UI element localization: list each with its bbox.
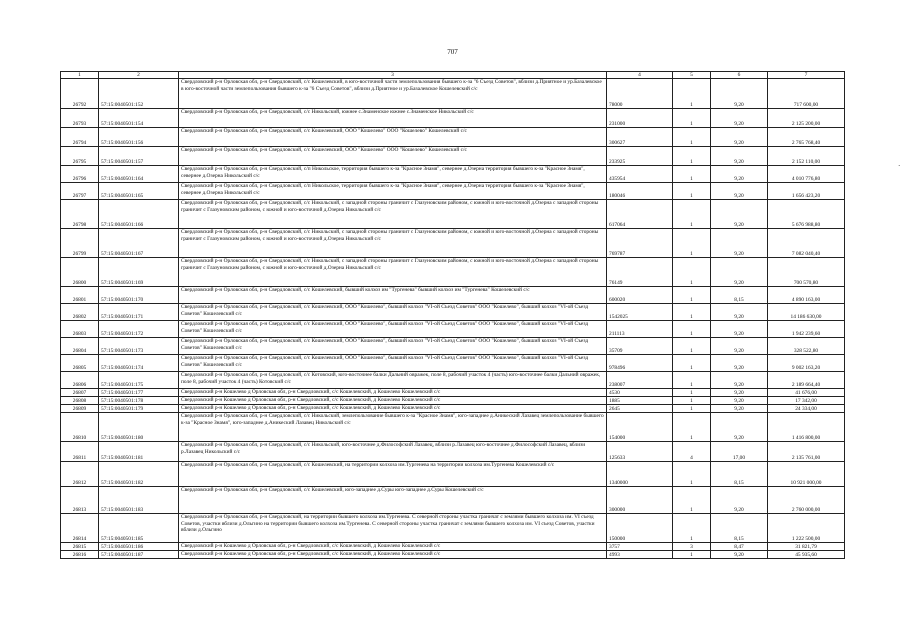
location-description: Свердловский р-н Кошелево д Орловская обл, р-н Свердловский, с/с Кошелевский, д Кошелево Кошелевский с/с bbox=[179, 389, 607, 397]
area-value: 3757 bbox=[607, 543, 673, 551]
area-value: 231000 bbox=[607, 109, 673, 128]
cost-value: 1 416 800,00 bbox=[768, 413, 845, 442]
area-value: 978496 bbox=[607, 355, 673, 372]
table-row bbox=[61, 389, 845, 397]
row-number: 26810 bbox=[61, 413, 99, 442]
area-value: 300627 bbox=[607, 128, 673, 147]
margin-mark: · bbox=[898, 162, 901, 170]
count-value: 1 bbox=[673, 128, 711, 147]
count-value: 1 bbox=[673, 372, 711, 389]
cadastral-number: 57:15:0040501:178 bbox=[99, 397, 179, 405]
cost-value: 2 135 761,00 bbox=[768, 442, 845, 462]
rate-value: 9,20 bbox=[711, 397, 768, 405]
count-value: 1 bbox=[673, 166, 711, 183]
cadastral-number: 57:15:0040501:186 bbox=[99, 543, 179, 551]
row-number: 26794 bbox=[61, 128, 99, 147]
cost-value: 5 676 988,80 bbox=[768, 200, 845, 229]
rate-value: 9,20 bbox=[711, 413, 768, 442]
table-row bbox=[61, 551, 845, 559]
row-number: 26814 bbox=[61, 514, 99, 543]
location-description: Свердловский р-н Орловская обл, р-н Свердловский, с/с Кошелевский, ООО "Кошелево", бывший колхоз "VI-ой Съезд Советов" ООО "Кошелево", бывший колхоз "VI-ой Съезд Советов" Кошелевский с/с bbox=[179, 338, 607, 355]
count-value: 1 bbox=[673, 405, 711, 413]
count-value: 1 bbox=[673, 229, 711, 258]
rate-value: 9,20 bbox=[711, 321, 768, 338]
location-description: Свердловский р-н Орловская обл, р-н Свердловский, с/с Кошелевский, ООО "Кошелево" ООО "Кошелево" Кошелевский с/с bbox=[179, 128, 607, 147]
table-row bbox=[61, 147, 845, 166]
location-description: Свердловский р-н Кошелево д Орловская обл, р-н Свердловский, с/с Кошелевский, д Кошелево Кошелевский с/с bbox=[179, 543, 607, 551]
rate-value: 8,15 bbox=[711, 462, 768, 487]
rate-value: 9,20 bbox=[711, 389, 768, 397]
column-header: 5 bbox=[673, 72, 711, 79]
rate-value: 9,20 bbox=[711, 183, 768, 200]
count-value: 1 bbox=[673, 355, 711, 372]
row-number: 26802 bbox=[61, 304, 99, 321]
area-value: 4993 bbox=[607, 551, 673, 559]
count-value: 1 bbox=[673, 147, 711, 166]
cadastral-number: 57:15:0040501:180 bbox=[99, 413, 179, 442]
area-value: 238007 bbox=[607, 372, 673, 389]
cost-value: 1 942 239,60 bbox=[768, 321, 845, 338]
row-number: 26806 bbox=[61, 372, 99, 389]
area-value: 600020 bbox=[607, 287, 673, 304]
row-number: 26801 bbox=[61, 287, 99, 304]
row-number: 26797 bbox=[61, 183, 99, 200]
count-value: 1 bbox=[673, 304, 711, 321]
count-value: 1 bbox=[673, 514, 711, 543]
cost-value: 41 676,00 bbox=[768, 389, 845, 397]
rate-value: 9,20 bbox=[711, 109, 768, 128]
row-number: 26813 bbox=[61, 487, 99, 514]
cadastral-number: 57:15:0040501:173 bbox=[99, 338, 179, 355]
column-header: 6 bbox=[711, 72, 768, 79]
location-description: Свердловский р-н Орловская обл, р-н Свердловский, с/п Никольское, территория бывшего к-за "Красное Знамя", севернее д.Озерна территория бывшего к-за "Красное Знамя", севернее д.Озерна Никольский с/с bbox=[179, 183, 607, 200]
header-row bbox=[61, 72, 845, 79]
table-row bbox=[61, 321, 845, 338]
table-row bbox=[61, 413, 845, 442]
area-value: 1885 bbox=[607, 397, 673, 405]
cost-value: 2 760 000,00 bbox=[768, 487, 845, 514]
area-value: 180046 bbox=[607, 183, 673, 200]
row-number: 26812 bbox=[61, 462, 99, 487]
column-header: 2 bbox=[99, 72, 179, 79]
location-description: Свердловский р-н Орловская обл, р-н Свердловский, с/с Никольский, с западной стороны граничит с Глазуновским районом, с южной и юго-восточной д.Озерна с западной стороны граничит с Глазуновским районом, с южной и юго-восточной д.Озерна Никольский с/с bbox=[179, 229, 607, 258]
count-value: 1 bbox=[673, 79, 711, 109]
table-row bbox=[61, 166, 845, 183]
table-row bbox=[61, 109, 845, 128]
table-row bbox=[61, 79, 845, 109]
table-row bbox=[61, 304, 845, 321]
location-description: Свердловский р-н Орловская обл, р-н Свердловский, с/с Никольский, землепользование бывшего к-за "Красное Знамя", юго-западнее д.Аникеский Лазавец землепользование бывшего к-за "Красное Знамя", юго-западнее д.Аникеский Лазавец Никольский с/с bbox=[179, 413, 607, 442]
rate-value: 8,15 bbox=[711, 514, 768, 543]
count-value: 1 bbox=[673, 321, 711, 338]
location-description: Свердловский р-н Орловская обл, р-н Свердловский, с/с Кошелевский, юго-западнее д.Суры юго-западнее д.Суры Кошелевский с/с bbox=[179, 487, 607, 514]
area-value: 2645 bbox=[607, 405, 673, 413]
cost-value: 2 125 200,00 bbox=[768, 109, 845, 128]
rate-value: 17,00 bbox=[711, 442, 768, 462]
cadastre-table bbox=[60, 71, 845, 559]
area-value: 76149 bbox=[607, 258, 673, 287]
count-value: 1 bbox=[673, 258, 711, 287]
cadastral-number: 57:15:0040501:174 bbox=[99, 355, 179, 372]
row-number: 26800 bbox=[61, 258, 99, 287]
row-number: 26798 bbox=[61, 200, 99, 229]
location-description: Свердловский р-н Орловская обл, р-н Свердловский, с/с Кошелевский, ООО "Кошелево", бывший колхоз "VI-ой Съезд Советов" ООО "Кошелево", бывший колхоз "VI-ой Съезд Советов" Кошелевский с/с bbox=[179, 304, 607, 321]
location-description: Свердловский р-н Орловская обл, р-н Свердловский, с/с Никольский, с западной стороны граничит с Глазуновским районом, с южной и юго-восточной д.Озерна с западной стороны граничит с Глазуновским районом, с южной и юго-восточной д.Озерна Никольский с/с bbox=[179, 258, 607, 287]
area-value: 35709 bbox=[607, 338, 673, 355]
cadastral-number: 57:15:0040501:166 bbox=[99, 200, 179, 229]
area-value: 211113 bbox=[607, 321, 673, 338]
location-description: Свердловский р-н Орловская обл, р-н Свердловский, с/с Никольский, юго-восточнее д.Философский Лазавец, вблизи р.Лазавец юго-восточнее д.Философский Лазавец, вблизи р.Лазавец Никольский с/с bbox=[179, 442, 607, 462]
area-value: 4530 bbox=[607, 389, 673, 397]
area-value: 78000 bbox=[607, 79, 673, 109]
table-row bbox=[61, 372, 845, 389]
cost-value: 17 342,00 bbox=[768, 397, 845, 405]
row-number: 26808 bbox=[61, 397, 99, 405]
cost-value: 4 010 776,80 bbox=[768, 166, 845, 183]
area-value: 300000 bbox=[607, 487, 673, 514]
row-number: 26803 bbox=[61, 321, 99, 338]
area-value: 617064 bbox=[607, 200, 673, 229]
column-header: 3 bbox=[179, 72, 607, 79]
location-description: Свердловский р-н Орловская обл, р-н Свердловский, с/п Никольское, территория бывшего к-за "Красное Знамя", севернее д.Озерна территория бывшего к-за "Красное Знамя", севернее д.Озерна Никольский с/с bbox=[179, 166, 607, 183]
rate-value: 9,20 bbox=[711, 200, 768, 229]
cadastral-number: 57:15:0040501:185 bbox=[99, 514, 179, 543]
table-body bbox=[61, 79, 845, 559]
rate-value: 9,20 bbox=[711, 128, 768, 147]
count-value: 1 bbox=[673, 462, 711, 487]
location-description: Свердловский р-н Орловская обл, р-н Свердловский, с/с Кошелевский, на территории колхоза им.Тургенева на территории колхоза им.Тургенева Кошелевский с/с bbox=[179, 462, 607, 487]
area-value: 150000 bbox=[607, 514, 673, 543]
row-number: 26811 bbox=[61, 442, 99, 462]
row-number: 26815 bbox=[61, 543, 99, 551]
rate-value: 8,47 bbox=[711, 543, 768, 551]
rate-value: 9,20 bbox=[711, 551, 768, 559]
cadastral-number: 57:15:0040501:181 bbox=[99, 442, 179, 462]
count-value: 1 bbox=[673, 413, 711, 442]
cost-value: 10 921 000,00 bbox=[768, 462, 845, 487]
rate-value: 9,20 bbox=[711, 355, 768, 372]
cost-value: 1 656 423,20 bbox=[768, 183, 845, 200]
location-description: Свердловский р-н Орловская обл, р-н Свердловский, с/с Кошелевский, бывший колхоз им "Тургенева" бывший колхоз им "Тургенева" Кошелевский с/с bbox=[179, 287, 607, 304]
count-value: 1 bbox=[673, 338, 711, 355]
cadastral-number: 57:15:0040501:177 bbox=[99, 389, 179, 397]
table-row bbox=[61, 397, 845, 405]
rate-value: 9,20 bbox=[711, 229, 768, 258]
area-value: 1542025 bbox=[607, 304, 673, 321]
count-value: 4 bbox=[673, 442, 711, 462]
table-row bbox=[61, 487, 845, 514]
table-row bbox=[61, 183, 845, 200]
table-row bbox=[61, 258, 845, 287]
cadastral-number: 57:15:0040501:164 bbox=[99, 166, 179, 183]
area-value: 125633 bbox=[607, 442, 673, 462]
column-header: 1 bbox=[61, 72, 99, 79]
table-row bbox=[61, 514, 845, 543]
rate-value: 9,20 bbox=[711, 304, 768, 321]
cadastral-number: 57:15:0040501:157 bbox=[99, 147, 179, 166]
row-number: 26792 bbox=[61, 79, 99, 109]
rate-value: 9,20 bbox=[711, 166, 768, 183]
count-value: 1 bbox=[673, 397, 711, 405]
cost-value: 45 935,60 bbox=[768, 551, 845, 559]
cost-value: 2 765 768,40 bbox=[768, 128, 845, 147]
cadastral-number: 57:15:0040501:154 bbox=[99, 109, 179, 128]
cadastral-number: 57:15:0040501:175 bbox=[99, 372, 179, 389]
column-header: 4 bbox=[607, 72, 673, 79]
cadastral-number: 57:15:0040501:171 bbox=[99, 304, 179, 321]
table-row bbox=[61, 338, 845, 355]
rate-value: 9,20 bbox=[711, 147, 768, 166]
table-row bbox=[61, 229, 845, 258]
count-value: 1 bbox=[673, 200, 711, 229]
rate-value: 9,20 bbox=[711, 338, 768, 355]
table-row bbox=[61, 543, 845, 551]
cost-value: 2 189 664,40 bbox=[768, 372, 845, 389]
cadastral-number: 57:15:0040501:167 bbox=[99, 229, 179, 258]
table-row bbox=[61, 405, 845, 413]
cost-value: 24 334,00 bbox=[768, 405, 845, 413]
row-number: 26793 bbox=[61, 109, 99, 128]
area-value: 233925 bbox=[607, 147, 673, 166]
cadastral-number: 57:15:0040501:169 bbox=[99, 258, 179, 287]
table-row bbox=[61, 442, 845, 462]
location-description: Свердловский р-н Орловская обл, р-н Свердловский, на территории бывшего колхоза им.Тургенева. С северной стороны участка граничат с землями бывшего колхоза им. VI съезд Советов, участки вблизи д.Ольгино на территории бывшего колхоза им.Тургенева. С северной стороны участка граничат с землями бывшего колхоза им. VI съезд Советов, участки вблизи д.Ольгино bbox=[179, 514, 607, 543]
row-number: 26805 bbox=[61, 355, 99, 372]
count-value: 1 bbox=[673, 109, 711, 128]
cost-value: 14 186 630,00 bbox=[768, 304, 845, 321]
cadastral-number: 57:15:0040501:170 bbox=[99, 287, 179, 304]
cadastral-number: 57:15:0040501:179 bbox=[99, 405, 179, 413]
cadastral-number: 57:15:0040501:152 bbox=[99, 79, 179, 109]
row-number: 26795 bbox=[61, 147, 99, 166]
location-description: Свердловский р-н Кошелево д Орловская обл, р-н Свердловский, с/с Кошелевский, д Кошелево Кошелевский с/с bbox=[179, 405, 607, 413]
cadastral-number: 57:15:0040501:165 bbox=[99, 183, 179, 200]
location-description: Свердловский р-н Орловская обл, р-н Свердловский, с/с Котовский, юго-восточнее балки Дальний овражек, поле 8, рабочий участок 4 (часть) юго-восточнее балки Дальний овражек, поле 8, рабочий участок 4 (часть) Котовский с/с bbox=[179, 372, 607, 389]
count-value: 1 bbox=[673, 389, 711, 397]
cost-value: 717 600,00 bbox=[768, 79, 845, 109]
location-description: Свердловский р-н Орловская обл, р-н Свердловский, с/с Кошелевский, ООО "Кошелево", бывший колхоз "VI-ой Съезд Советов" ООО "Кошелево", бывший колхоз "VI-ой Съезд Советов" Кошелевский с/с bbox=[179, 321, 607, 338]
location-description: Свердловский р-н Орловская обл, р-н Свердловский, с/с Кошелевский, ООО "Кошелево", бывший колхоз "VI-ой Съезд Советов" ООО "Кошелево", бывший колхоз "VI-ой Съезд Советов" Кошелевский с/с bbox=[179, 355, 607, 372]
location-description: Свердловский р-н Кошелево д Орловская обл, р-н Свердловский, с/с Кошелевский, д Кошелево Кошелевский с/с bbox=[179, 551, 607, 559]
table-row bbox=[61, 200, 845, 229]
rate-value: 8,15 bbox=[711, 287, 768, 304]
cadastral-number: 57:15:0040501:156 bbox=[99, 128, 179, 147]
table-row bbox=[61, 287, 845, 304]
cadastral-number: 57:15:0040501:183 bbox=[99, 487, 179, 514]
rate-value: 9,20 bbox=[711, 79, 768, 109]
rate-value: 9,20 bbox=[711, 405, 768, 413]
count-value: 1 bbox=[673, 287, 711, 304]
location-description: Свердловский р-н Орловская обл, р-н Свердловский, с/с Кошелевский, ООО "Кошелево" ООО "Кошелево" Кошелевский с/с bbox=[179, 147, 607, 166]
cost-value: 2 152 110,00 bbox=[768, 147, 845, 166]
row-number: 26804 bbox=[61, 338, 99, 355]
row-number: 26807 bbox=[61, 389, 99, 397]
rate-value: 9,20 bbox=[711, 372, 768, 389]
count-value: 1 bbox=[673, 551, 711, 559]
row-number: 26816 bbox=[61, 551, 99, 559]
table-row bbox=[61, 462, 845, 487]
area-value: 769787 bbox=[607, 229, 673, 258]
cadastral-number: 57:15:0040501:187 bbox=[99, 551, 179, 559]
rate-value: 9,20 bbox=[711, 487, 768, 514]
cost-value: 7 082 040,40 bbox=[768, 229, 845, 258]
location-description: Свердловский р-н Орловская обл, р-н Свердловский, с/с Кошелевский, в юго-восточной части землепользования бывшего к-за "6 Съезд Советов", вблизи д.Приятное и ур.Базалевское в юго-восточной части землепользования бывшего к-за "6 Съезд Советов", вблизи д.Приятное и ур.Базалевское Кошелевский с/с bbox=[179, 79, 607, 109]
area-value: 154000 bbox=[607, 413, 673, 442]
rate-value: 9,20 bbox=[711, 258, 768, 287]
cost-value: 31 821,79 bbox=[768, 543, 845, 551]
table-row bbox=[61, 128, 845, 147]
cost-value: 700 570,80 bbox=[768, 258, 845, 287]
area-value: 435954 bbox=[607, 166, 673, 183]
cadastral-number: 57:15:0040501:182 bbox=[99, 462, 179, 487]
count-value: 1 bbox=[673, 487, 711, 514]
column-header: 7 bbox=[768, 72, 845, 79]
cost-value: 4 890 163,00 bbox=[768, 287, 845, 304]
count-value: 1 bbox=[673, 183, 711, 200]
area-value: 1340000 bbox=[607, 462, 673, 487]
cadastral-number: 57:15:0040501:172 bbox=[99, 321, 179, 338]
table-row bbox=[61, 355, 845, 372]
location-description: Свердловский р-н Орловская обл, р-н Свердловский, с/с Никольский, с западной стороны граничит с Глазуновским районом, с южной и юго-восточной д.Озерна с западной стороны граничит с Глазуновским районом, с южной и юго-восточной д.Озерна Никольский с/с bbox=[179, 200, 607, 229]
row-number: 26809 bbox=[61, 405, 99, 413]
cost-value: 1 222 500,00 bbox=[768, 514, 845, 543]
location-description: Свердловский р-н Кошелево д Орловская обл, р-н Свердловский, с/с Кошелевский, д Кошелево Кошелевский с/с bbox=[179, 397, 607, 405]
row-number: 26799 bbox=[61, 229, 99, 258]
location-description: Свердловский р-н Орловская обл, р-н Свердловский, с/с Никольский, южнее с.Знаменское южнее с.Знаменское Никольский с/с bbox=[179, 109, 607, 128]
count-value: 3 bbox=[673, 543, 711, 551]
cost-value: 328 522,80 bbox=[768, 338, 845, 355]
cost-value: 9 002 163,20 bbox=[768, 355, 845, 372]
row-number: 26796 bbox=[61, 166, 99, 183]
page-number: 707 bbox=[447, 48, 458, 56]
